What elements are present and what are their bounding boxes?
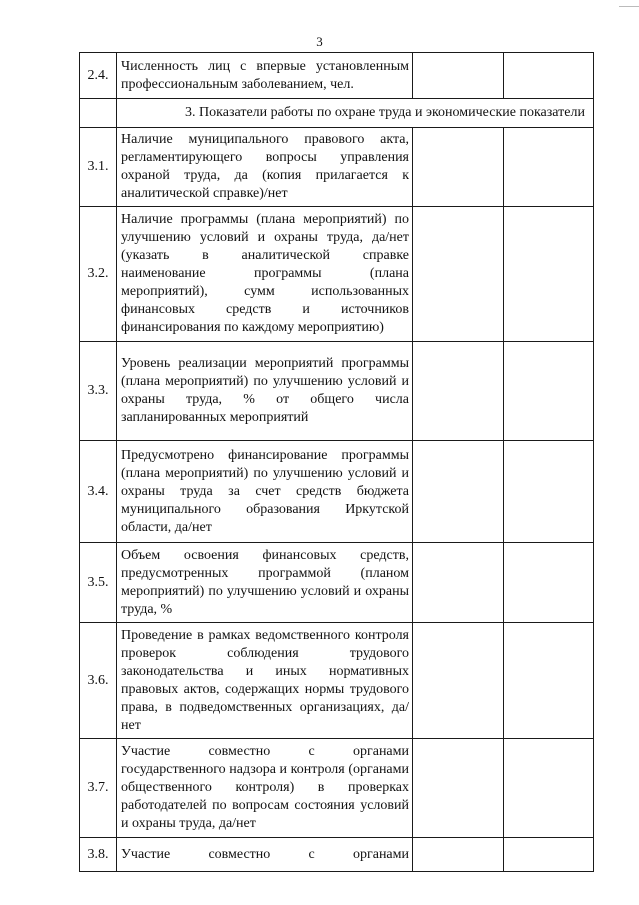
row-number: 3.7. xyxy=(80,739,117,838)
row-text: Наличие муниципального правового акта, регламентирующего вопросы управления охраной труда, да (копия прилагается к аналитической справке)/нет xyxy=(117,128,413,207)
row-text: Участие совместно с органами государственного надзора и контроля (органами общественного контроля) в проверках работодателей по вопросам состояния условий и охраны труда, да/нет xyxy=(117,739,413,838)
value-cell[interactable] xyxy=(413,207,504,342)
row-number: 3.3. xyxy=(80,342,117,441)
value-cell[interactable] xyxy=(504,623,594,739)
row-number: 3.4. xyxy=(80,441,117,543)
row-number: 3.5. xyxy=(80,543,117,623)
value-cell[interactable] xyxy=(504,128,594,207)
table-row xyxy=(80,207,594,342)
page-number: 3 xyxy=(316,34,323,49)
row-text: Наличие программы (плана мероприятий) по улучшению условий и охраны труда, да/нет (указать в аналитической справке наименование программы (плана мероприятий), сумм использованных финансовых средств и источников финансирования по каждому мероприятию) xyxy=(117,207,413,342)
section-title: 3. Показатели работы по охране труда и экономические показатели xyxy=(117,99,594,128)
table-row xyxy=(80,739,594,838)
table-row xyxy=(80,441,594,543)
value-cell[interactable] xyxy=(504,838,594,872)
value-cell[interactable] xyxy=(504,53,594,99)
row-text: Проведение в рамках ведомственного контроля проверок соблюдения трудового законодательства и иных нормативных правовых актов, содержащих нормы трудового права, в подведомственных организациях, да/нет xyxy=(117,623,413,739)
row-number: 3.1. xyxy=(80,128,117,207)
row-number: 2.4. xyxy=(80,53,117,99)
value-cell[interactable] xyxy=(504,739,594,838)
table-row xyxy=(80,128,594,207)
row-text: Предусмотрено финансирование программы (плана мероприятий) по улучшению условий и охраны труда за счет средств бюджета муниципального образования Иркутской области, да/нет xyxy=(117,441,413,543)
value-cell[interactable] xyxy=(413,543,504,623)
row-number: 3.6. xyxy=(80,623,117,739)
table-row xyxy=(80,342,594,441)
value-cell[interactable] xyxy=(413,441,504,543)
value-cell[interactable] xyxy=(413,53,504,99)
row-text: Численность лиц с впервые установленным профессиональным заболеванием, чел. xyxy=(117,53,413,99)
table-row xyxy=(80,53,594,99)
table-row xyxy=(80,543,594,623)
indicators-table xyxy=(79,52,594,872)
row-text: Объем освоения финансовых средств, предусмотренных программой (планом мероприятий) по улучшению условий и охраны труда, % xyxy=(117,543,413,623)
value-cell[interactable] xyxy=(413,739,504,838)
table-row xyxy=(80,623,594,739)
value-cell[interactable] xyxy=(413,128,504,207)
section-row xyxy=(80,99,594,128)
value-cell[interactable] xyxy=(504,543,594,623)
value-cell[interactable] xyxy=(413,623,504,739)
value-cell[interactable] xyxy=(504,342,594,441)
section-num-cell xyxy=(80,99,117,128)
row-number: 3.2. xyxy=(80,207,117,342)
row-number: 3.8. xyxy=(80,838,117,872)
value-cell[interactable] xyxy=(413,342,504,441)
row-text: Уровень реализации мероприятий программы (плана мероприятий) по улучшению условий и охраны труда, % от общего числа запланированных мероприятий xyxy=(117,342,413,441)
corner-mark xyxy=(619,0,639,7)
row-text: Участие совместно с органами xyxy=(117,838,413,872)
table-row xyxy=(80,838,594,872)
value-cell[interactable] xyxy=(413,838,504,872)
value-cell[interactable] xyxy=(504,207,594,342)
value-cell[interactable] xyxy=(504,441,594,543)
